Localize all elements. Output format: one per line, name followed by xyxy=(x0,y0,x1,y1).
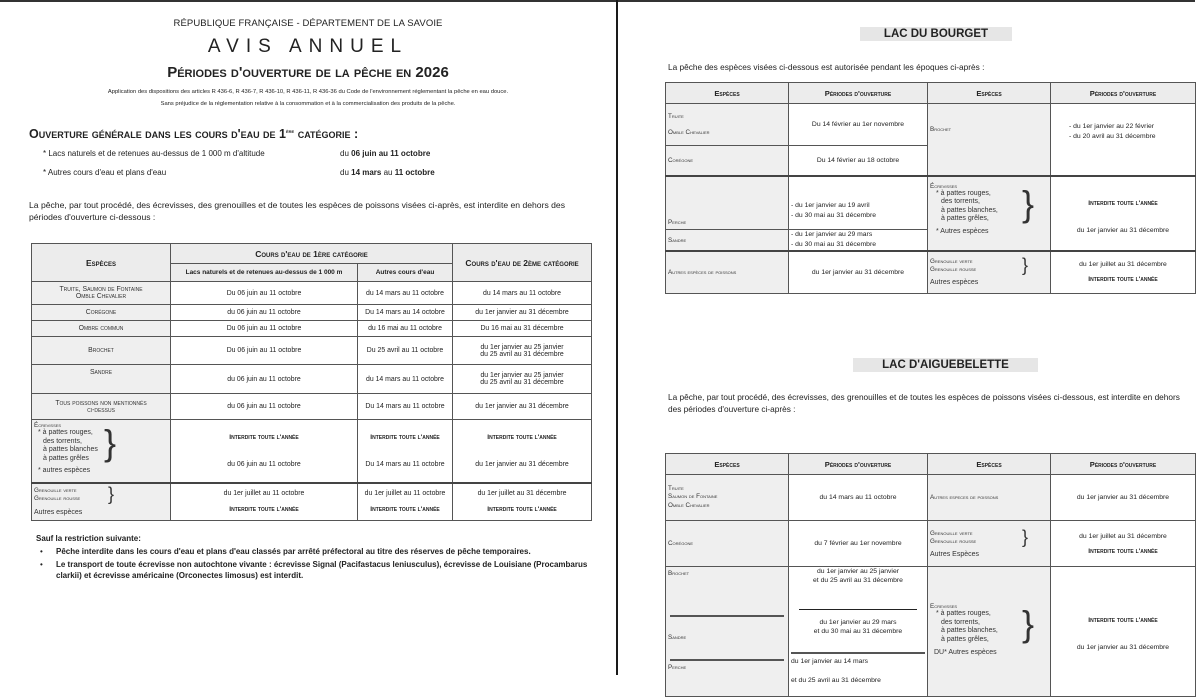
period-cat2: Du 16 mai au 31 décembre xyxy=(453,321,592,337)
list-item: des torrents, xyxy=(43,437,82,445)
list-item: des torrents, xyxy=(941,198,980,205)
sans-prejudice-text: Sans préjudice de la réglementation relative à la consommation et à la commercialisation des produits de la pêche. xyxy=(160,101,456,107)
header-periodes: Périodes d'ouverture xyxy=(1051,83,1196,104)
ecrevisses-title: Écrevisses xyxy=(34,422,62,429)
period-autres: Du 14 mars au 14 octobre xyxy=(358,305,453,321)
aiguebelette-table xyxy=(665,453,1196,697)
list-item: Grenouille rousse xyxy=(930,266,977,274)
header-cat2: Cours d'eau de 2ème catégorie xyxy=(453,244,592,282)
brace-icon: } xyxy=(1022,182,1035,224)
brace-icon: } xyxy=(1022,603,1035,644)
restriction-title: Sauf la restriction suivante: xyxy=(36,534,141,543)
period-perche xyxy=(789,654,927,688)
table-row xyxy=(32,282,592,305)
period-line: - du 30 mai au 31 décembre xyxy=(791,241,877,248)
value-others: Interdite toute l'année xyxy=(1088,276,1158,284)
table-row xyxy=(666,567,1196,697)
ecrevisses-autres xyxy=(358,420,453,483)
list-item: à pattes blanches, xyxy=(941,206,998,214)
species-cell: Brochet xyxy=(32,337,171,365)
species-cell xyxy=(666,104,789,146)
period-line: du 1er janvier au 14 mars xyxy=(791,658,869,665)
period-line: - du 1er janvier au 19 avril xyxy=(791,202,870,209)
list-item: * à pattes rouges, xyxy=(936,189,991,197)
table-row xyxy=(666,176,1196,230)
value-others: Du 14 mars au 11 octobre xyxy=(365,460,445,468)
value-protected: Interdite toute l'année xyxy=(1088,617,1158,624)
grenouilles-others-label: Autres espèces xyxy=(930,279,979,287)
table-row-grenouilles xyxy=(32,483,592,521)
period-cat2 xyxy=(453,337,592,365)
value-others: Interdite toute l'année xyxy=(229,506,299,514)
period-lacs: du 06 juin au 11 octobre xyxy=(171,365,358,394)
list-item: des torrents, xyxy=(941,618,980,626)
avis-title: AVIS ANNUEL xyxy=(207,36,409,57)
brace-icon: } xyxy=(108,484,115,505)
og-from: 14 mars xyxy=(351,168,382,177)
list-item: Grenouille verte xyxy=(930,258,973,266)
value-protected: Interdite toute l'année xyxy=(370,433,440,441)
value: du 1er juillet au 31 décembre xyxy=(1079,261,1167,269)
table-row xyxy=(666,251,1196,293)
species-brochet: Brochet xyxy=(668,570,690,577)
species-cell-ecrevisses xyxy=(928,176,1051,252)
grenouilles-list xyxy=(34,484,168,505)
species-line: Truite xyxy=(668,484,684,492)
grenouilles-others-label: Autres Espèces xyxy=(930,550,980,558)
page-right xyxy=(618,0,1195,684)
period-cell-grenouilles xyxy=(1051,251,1196,293)
ecrevisses-lacs xyxy=(171,420,358,483)
species-line: Truite xyxy=(668,112,684,120)
period-cell: du 14 mars au 11 octobre xyxy=(789,475,928,521)
species-cell-brochet: Brochet xyxy=(928,104,1051,176)
brace-icon: } xyxy=(1022,526,1029,547)
application-text: Application des dispositions des articles R 436-6, R 436-7, R 436-10, R 436-11, R 436-36 du Code de l'environnement réglementant la pêche en eau douce. xyxy=(107,89,509,95)
bourget-title: LAC DU BOURGET xyxy=(860,27,1012,41)
og-mid: au xyxy=(381,168,395,177)
list-item: * à pattes rouges, xyxy=(936,610,991,617)
period-autres: Du 14 mars au 11 octobre xyxy=(358,394,453,420)
list-item: à pattes blanches xyxy=(43,446,98,453)
species-cell xyxy=(666,475,789,521)
grenouilles-cat2 xyxy=(453,483,592,521)
period-line: et du 25 avril au 31 décembre xyxy=(813,577,903,584)
list-item: à pattes grêles xyxy=(43,454,89,462)
species-cell: Sandre xyxy=(32,365,171,394)
intro-paragraph: La pêche, par tout procédé, des écrevisses, des grenouilles et de toutes les espèces de poissons visées ci-après, est interdite en dehors des périodes d'ouverture ci-dessous : xyxy=(29,200,565,222)
period-line: - du 1er janvier au 29 mars xyxy=(791,231,873,238)
period-cat2: du 1er janvier au 31 décembre xyxy=(453,394,592,420)
table-row xyxy=(666,104,1196,146)
header-periodes: Périodes d'ouverture xyxy=(789,454,928,475)
aiguebelette-intro: La pêche, par tout procédé, des écrevisses, des grenouilles et de toutes les espèces de poissons visées ci-dessous, est interdite en dehors des périodes d'ouverture ci-après : xyxy=(668,392,1180,414)
species-line: Omble Chevalier xyxy=(668,501,710,509)
ecrevisses-others-label: * Autres espèces xyxy=(936,227,989,235)
list-item: Grenouille verte xyxy=(34,487,77,495)
list-item: • Le transport de toute écrevisse non autochtone vivante : écrevisse Signal (Pacifastacus leniusculus), écrevisse de Louisiane (Procambarus clarkii) et écrevisse américaine (Orconectes limosus) est interdit. xyxy=(56,559,596,581)
period-brochet xyxy=(789,567,927,609)
brace-icon: } xyxy=(104,422,117,463)
period-lacs: Du 06 juin au 11 octobre xyxy=(171,282,358,305)
og-mid: au xyxy=(376,149,391,158)
species-line: Truite, Saumon de Fontaine xyxy=(59,286,143,293)
species-perche: Perche xyxy=(668,664,687,671)
restriction-list xyxy=(36,546,596,581)
list-item: Grenouille verte xyxy=(930,529,973,537)
species-cell: Perche xyxy=(666,176,789,230)
period-sandre xyxy=(789,610,927,652)
period-cell-stack xyxy=(789,567,928,697)
title-sup: ère xyxy=(285,128,295,135)
og-value-lacs xyxy=(340,149,430,158)
aiguebelette-title: LAC D'AIGUEBELETTE xyxy=(853,358,1038,372)
main-periods-table xyxy=(31,243,592,521)
period-autres: Du 25 avril au 11 octobre xyxy=(358,337,453,365)
period-cell-brochet xyxy=(1051,104,1196,176)
period-cell: du 1er janvier au 31 décembre xyxy=(1051,475,1196,521)
main-title: Périodes d'ouverture de la pêche en 2026 xyxy=(167,64,449,81)
value-others: du 1er janvier au 31 décembre xyxy=(1076,227,1170,235)
ecrevisses-title: Ecrevisses xyxy=(930,603,958,610)
header-cat1-autres: Autres cours d'eau xyxy=(358,264,453,282)
header-periodes: Périodes d'ouverture xyxy=(789,83,928,104)
list-item: à pattes grêles, xyxy=(941,215,989,222)
species-cell: Corégone xyxy=(666,146,789,176)
og-value-autres xyxy=(340,168,435,177)
species-cell-ecrevisses xyxy=(32,420,171,483)
period-cat2 xyxy=(453,365,592,394)
period-line: - du 30 mai au 31 décembre xyxy=(791,212,877,219)
value-protected: Interdite toute l'année xyxy=(1088,200,1158,208)
period-cat2: du 14 mars au 11 octobre xyxy=(453,282,592,305)
species-cell-grenouilles xyxy=(928,251,1051,293)
period-cell xyxy=(789,230,928,252)
value: du 1er juillet au 11 octobre xyxy=(364,490,446,498)
list-item: Grenouille rousse xyxy=(930,537,977,545)
page-left xyxy=(0,0,616,675)
header-periodes: Périodes d'ouverture xyxy=(1051,454,1196,475)
species-sandre: Sandre xyxy=(668,634,687,641)
species-cell: Autres espèces de poissons xyxy=(666,251,789,293)
grenouilles-autres xyxy=(358,483,453,521)
ecrevisses-others-label: DU* Autres espèces xyxy=(934,649,997,656)
ecrevisses-others-label: * autres espèces xyxy=(38,467,91,474)
grenouilles-list xyxy=(930,255,1048,276)
table-row xyxy=(666,521,1196,567)
value-others: Interdite toute l'année xyxy=(370,506,440,514)
table-row xyxy=(666,475,1196,521)
value-others: du 1er janvier au 31 décembre xyxy=(1076,644,1170,651)
header-cat1: Cours d'eau de 1ère catégorie xyxy=(171,244,453,264)
species-cell: Sandre xyxy=(666,230,789,252)
period-cell: Du 14 février au 1er novembre xyxy=(789,104,928,146)
period-cell: du 7 février au 1er novembre xyxy=(789,521,928,567)
period-cell-ecrevisses xyxy=(1051,176,1196,252)
period-cat2: du 1er janvier au 31 décembre xyxy=(453,305,592,321)
period-line: du 1er janvier au 25 janvier xyxy=(480,343,564,351)
list-item: Grenouille rousse xyxy=(34,495,81,503)
period-line: du 25 avril au 31 décembre xyxy=(480,379,564,386)
period-lacs: du 06 juin au 11 octobre xyxy=(171,305,358,321)
species-line: Omble Chevalier xyxy=(668,128,710,136)
species-cell: Autres especes de poissons xyxy=(928,475,1051,521)
list-item: * à pattes rouges, xyxy=(38,429,93,436)
species-line: Omble Chevalier xyxy=(75,293,127,300)
bourget-intro: La pêche des espèces visées ci-dessous est autorisée pendant les époques ci-après : xyxy=(668,62,985,72)
og-prefix: du xyxy=(340,149,352,158)
list-item: à pattes grêles, xyxy=(941,635,989,643)
species-line: Tous poissons non mentionnés xyxy=(55,399,147,407)
list-item: • Pêche interdite dans les cours d'eau et plans d'eau classés par arrêté préfectoral au titre des réserves de pêche temporaires. xyxy=(56,546,596,557)
title-text-end: catégorie : xyxy=(294,127,359,141)
species-cell: Corégone xyxy=(32,305,171,321)
table-row-ecrevisses xyxy=(32,420,592,483)
value-others: du 06 juin au 11 octobre xyxy=(227,460,301,468)
period-line: et du 25 avril au 31 décembre xyxy=(791,677,881,684)
og-prefix: du xyxy=(340,168,352,177)
table-row xyxy=(32,321,592,337)
species-cell-ecrevisses xyxy=(928,567,1051,697)
value: du 1er juillet au 31 décembre xyxy=(1079,532,1167,540)
period-line: - du 1er janvier au 22 février xyxy=(1069,123,1155,130)
period-lacs: du 06 juin au 11 octobre xyxy=(171,394,358,420)
bourget-table xyxy=(665,82,1196,294)
period-cell: du 1er janvier au 31 décembre xyxy=(789,251,928,293)
ecrevisses-cat2 xyxy=(453,420,592,483)
title-text: Ouverture générale dans les cours d'eau de 1 xyxy=(29,127,286,141)
og-to: 11 octobre xyxy=(394,168,435,177)
grenouilles-others-label: Autres espèces xyxy=(34,509,83,517)
grenouilles-lacs xyxy=(171,483,358,521)
period-cell-ecrevisses xyxy=(1051,567,1196,697)
header-especes: Espèces xyxy=(666,83,789,104)
period-lacs: Du 06 juin au 11 octobre xyxy=(171,321,358,337)
species-line: Saumon de Fontaine xyxy=(668,493,718,501)
table-row xyxy=(32,365,592,394)
value-protected: Interdite toute l'année xyxy=(487,433,557,441)
table-row xyxy=(32,305,592,321)
period-autres: du 14 mars au 11 octobre xyxy=(358,365,453,394)
ouverture-generale-title xyxy=(29,127,358,141)
period-line: - du 20 avril au 31 décembre xyxy=(1069,133,1156,140)
species-cell-grenouilles xyxy=(928,521,1051,567)
species-line: ci-dessus xyxy=(87,406,115,414)
period-line: du 1er janvier au 29 mars xyxy=(819,619,897,626)
species-cell: Ombre commun xyxy=(32,321,171,337)
og-line-lacs: * Lacs naturels et de retenues au-dessus de 1 000 m d'altitude xyxy=(43,149,265,158)
header-especes: Espèces xyxy=(666,454,789,475)
period-cell-grenouilles xyxy=(1051,521,1196,567)
value-others: du 1er janvier au 31 décembre xyxy=(475,460,569,468)
period-line: et du 30 mai au 31 décembre xyxy=(813,628,903,635)
species-cell xyxy=(32,394,171,420)
ecrevisses-title: Écrevisses xyxy=(930,182,958,190)
species-cell-grenouilles xyxy=(32,483,171,521)
value-others: Interdite toute l'année xyxy=(1088,547,1158,555)
value: du 1er juillet au 31 décembre xyxy=(477,490,567,498)
period-line: du 1er janvier au 25 janvier xyxy=(817,568,899,575)
table-row xyxy=(32,337,592,365)
species-cell-stack xyxy=(666,567,789,697)
period-cell xyxy=(789,176,928,230)
brace-icon: } xyxy=(1022,255,1029,276)
period-line: du 1er janvier au 25 janvier xyxy=(480,372,564,379)
restriction-section xyxy=(36,534,596,583)
og-from: 06 juin xyxy=(351,149,377,158)
value-others: Interdite toute l'année xyxy=(487,506,557,514)
species-cell: Corégone xyxy=(666,521,789,567)
period-line: du 25 avril au 31 décembre xyxy=(480,350,564,358)
og-to: 11 octobre xyxy=(390,149,431,158)
value: du 1er juillet au 11 octobre xyxy=(223,490,305,498)
period-cell: Du 14 février au 18 octobre xyxy=(789,146,928,176)
species-cell xyxy=(32,282,171,305)
list-item: à pattes blanches, xyxy=(941,627,998,634)
period-autres: du 16 mai au 11 octobre xyxy=(358,321,453,337)
header-republique: RÉPUBLIQUE FRANÇAISE - DÉPARTEMENT DE LA SAVOIE xyxy=(173,18,443,29)
header-especes: Espèces xyxy=(928,454,1051,475)
header-especes: Espèces xyxy=(928,83,1051,104)
grenouilles-list xyxy=(930,526,1048,547)
header-especes: Espèces xyxy=(32,244,171,282)
header-cat1-lacs: Lacs naturels et de retenues au-dessus de 1 000 m xyxy=(171,264,358,282)
period-lacs: Du 06 juin au 11 octobre xyxy=(171,337,358,365)
table-row xyxy=(32,394,592,420)
og-line-autres: * Autres cours d'eau et plans d'eau xyxy=(43,168,167,177)
period-autres: du 14 mars au 11 octobre xyxy=(358,282,453,305)
value-protected: Interdite toute l'année xyxy=(229,433,299,441)
